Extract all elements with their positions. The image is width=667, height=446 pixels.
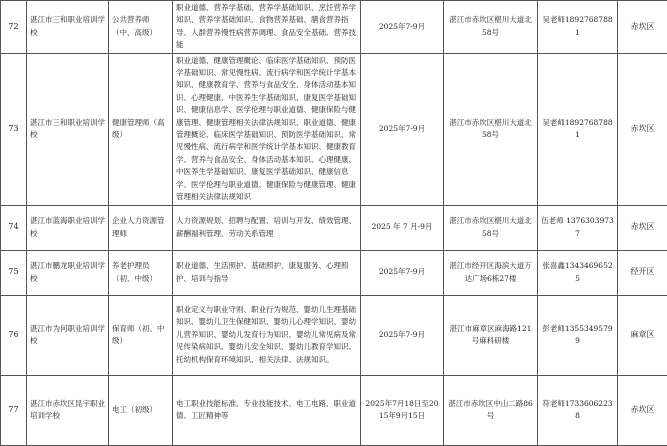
row-number: 76 — [1, 295, 27, 375]
contact-info: 符老师17336062238 — [538, 375, 618, 445]
training-address: 湛江市赤坎区椹川大道北58号 — [444, 53, 538, 205]
training-type: 电工（初级） — [109, 375, 173, 445]
table-row — [1, 295, 667, 375]
table-row — [1, 250, 667, 295]
contact-info: 吴老师18927687881 — [538, 1, 618, 54]
district: 麻章区 — [618, 295, 667, 375]
institution-name: 湛江市三和职业培训学校 — [27, 1, 109, 54]
training-type: 养老护理员（初、中级） — [109, 250, 173, 295]
contact-info: 伍老师 13763039737 — [538, 205, 618, 250]
institution-name: 湛江市鹏龙职业培训学校 — [27, 250, 109, 295]
table-row — [1, 205, 667, 250]
training-content: 职业道德、生活照护、基础照护、康复服务、心理照护、培训与指导 — [173, 250, 361, 295]
training-type: 健康管理师（高级） — [109, 53, 173, 205]
row-number: 74 — [1, 205, 27, 250]
training-content: 人力资源规划、招聘与配置、培训与开发、绩效管理、薪酬福利管理、劳动关系管理 — [173, 205, 361, 250]
training-address: 湛江市赤坎区椹川大道北58号 — [444, 205, 538, 250]
institution-name: 湛江市蓝海职业培训学校 — [27, 205, 109, 250]
training-date: 2025年7-9月 — [361, 1, 444, 54]
row-number: 75 — [1, 250, 27, 295]
row-number: 77 — [1, 375, 27, 445]
training-type: 公共营养师（中、高级） — [109, 1, 173, 54]
training-address: 湛江市经开区海滨大道万达广场6栋27楼 — [444, 250, 538, 295]
district: 赤坎区 — [618, 53, 667, 205]
training-type: 企业人力资源管理师 — [109, 205, 173, 250]
district: 经开区 — [618, 250, 667, 295]
institution-name: 湛江市为何职业培训学校 — [27, 295, 109, 375]
table-row — [1, 375, 667, 445]
table-row — [1, 1, 667, 54]
institution-name: 湛江市赤坎区昆宇职业培训学校 — [27, 375, 109, 445]
training-date: 2025年7-9月 — [361, 250, 444, 295]
institution-name: 湛江市三和职业培训学校 — [27, 53, 109, 205]
training-date: 2025年7-9月 — [361, 295, 444, 375]
row-number: 72 — [1, 1, 27, 54]
training-type: 保育师（初、中级） — [109, 295, 173, 375]
district: 赤坎区 — [618, 205, 667, 250]
training-date: 2025年7-9月 — [361, 53, 444, 205]
district: 赤坎区 — [618, 1, 667, 54]
training-date: 2025 年 7 月-9月 — [361, 205, 444, 250]
training-content: 职业道德、健康管理概论、临床医学基础知识、预防医学基础知识、常见慢性病、流行病学和医学统计学基本知识、健康教育学、营养与食品安全、身体活动基本知识、心理健康、中医养生学基础知识、康复医学基础知识、健康信息学、医学伦理与职业道德、健康保险与健康管理、健康管理相关法律法规知识、职业道德、健康管理概论、临床医学基础知识、预防医学基础知识、常见慢性病、流行病学和医学统计学基本知识、健康教育学、营养与食品安全、身体活动基本知识、心理健康、中医养生学基础知识、康复医学基础知识、健康信息学、医学伦理与职业道德、健康保险与健康管理、健康管理相关法律法规知识 — [173, 53, 361, 205]
training-content: 电工职业技能标准、专业技能技术、电工电路、职业道德、工匠精神等 — [173, 375, 361, 445]
training-content: 职业定义与职业守则、职业行为规范、婴幼儿生理基础知识、婴幼儿卫生保健知识、婴幼儿心理学知识、婴幼儿营养知识、婴幼儿发育行为知识、婴幼儿常见病及常见传染病知识、婴幼儿安全知识、婴幼儿教育学知识、托幼机构保育环境知识、相关法律、法规知识。 — [173, 295, 361, 375]
training-content: 职业道德、营养学基础、营养学基础知识、烹饪营养学知识、营养学基础知识、食物营养基础、膳食营养指导、人群营养慢性病营养调理、食品安全基础、营养技能 — [173, 1, 361, 54]
row-number: 73 — [1, 53, 27, 205]
training-address: 湛江市麻章区麻海路121号麻科研楼 — [444, 295, 538, 375]
district: 赤坎区 — [618, 375, 667, 445]
training-address: 湛江市赤坎区中山二路86号 — [444, 375, 538, 445]
training-date: 2025年7月18日至2015年9月15日 — [361, 375, 444, 445]
training-address: 湛江市赤坎区椹川大道北58号 — [444, 1, 538, 54]
contact-info: 吴老师18927687881 — [538, 53, 618, 205]
table-row — [1, 53, 667, 205]
contact-info: 张喜鑫13434696525 — [538, 250, 618, 295]
contact-info: 彭老师13553495799 — [538, 295, 618, 375]
